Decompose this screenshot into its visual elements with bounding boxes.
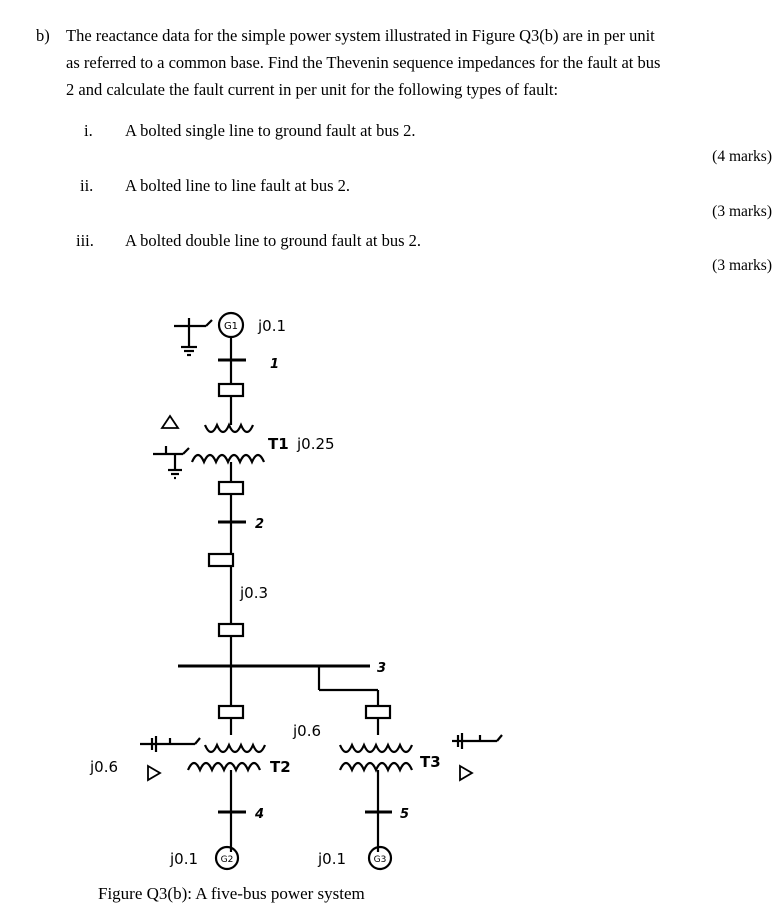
t3-delta-icon: [460, 766, 472, 780]
bus-5-label: 5: [400, 807, 410, 822]
t1-lower-winding: [192, 455, 264, 462]
item-number-iii: iii.: [76, 231, 94, 250]
question-line-2: as referred to a common base. Find the Thevenin sequence impedances for the fault at bus: [66, 53, 661, 72]
g3-label: G3: [373, 855, 387, 865]
g2-reactance: j0.1: [170, 850, 199, 868]
breaker-6: [366, 706, 390, 718]
g1-reactance: j0.1: [258, 317, 287, 335]
breaker-3: [209, 554, 233, 566]
question-line-3: 2 and calculate the fault current in per unit for the following types of fault:: [66, 80, 559, 99]
t2-delta-icon: [148, 766, 160, 780]
t3-label: T3: [420, 753, 441, 771]
t3-lower-winding: [340, 763, 412, 770]
bus-3-label: 3: [377, 661, 387, 676]
item-number-i: i.: [84, 121, 93, 140]
question-label: b): [36, 26, 50, 45]
item-number-ii: ii.: [80, 176, 94, 195]
breaker-1: [219, 384, 243, 396]
breaker-5: [219, 706, 243, 718]
bus-1-label: 1: [270, 357, 280, 372]
t2-upper-winding: [205, 745, 265, 752]
breaker-2: [219, 482, 243, 494]
t3-upper-winding: [340, 745, 412, 752]
g1-label: G1: [223, 321, 239, 332]
t1-label: T1: [268, 435, 289, 453]
item-text-ii: A bolted line to line fault at bus 2.: [125, 176, 351, 195]
line-23-reactance: j0.3: [240, 584, 269, 602]
g2-label: G2: [220, 855, 234, 865]
bus-4-label: 4: [255, 807, 265, 822]
t1-reactance: j0.25: [297, 435, 335, 453]
t2-lower-winding: [188, 763, 260, 770]
item-text-iii: A bolted double line to ground fault at bus 2.: [125, 231, 422, 250]
g1-wye-grounded-icon: [174, 318, 212, 355]
item-text-i: A bolted single line to ground fault at bus 2.: [125, 121, 416, 140]
bus-2-label: 2: [255, 517, 265, 532]
item-marks-i: (4 marks): [712, 148, 772, 165]
g3-reactance: j0.1: [318, 850, 347, 868]
t2-wye-impedance-ground-icon: [140, 736, 200, 752]
item-marks-iii: (3 marks): [712, 257, 772, 274]
item-marks-ii: (3 marks): [712, 203, 772, 220]
t2-ground-reactance: j0.6: [90, 758, 119, 776]
breaker-4: [219, 624, 243, 636]
t2-label: T2: [270, 758, 291, 776]
t1-delta-icon: [162, 416, 178, 428]
t3-wye-grounded-icon: [452, 733, 502, 749]
figure-caption: Figure Q3(b): A five-bus power system: [98, 884, 365, 903]
line-35-reactance: j0.6: [293, 722, 322, 740]
t1-wye-grounded-icon: [153, 446, 189, 478]
question-line-1: The reactance data for the simple power system illustrated in Figure Q3(b) are in per unit: [66, 26, 655, 45]
t1-upper-winding: [205, 425, 253, 432]
